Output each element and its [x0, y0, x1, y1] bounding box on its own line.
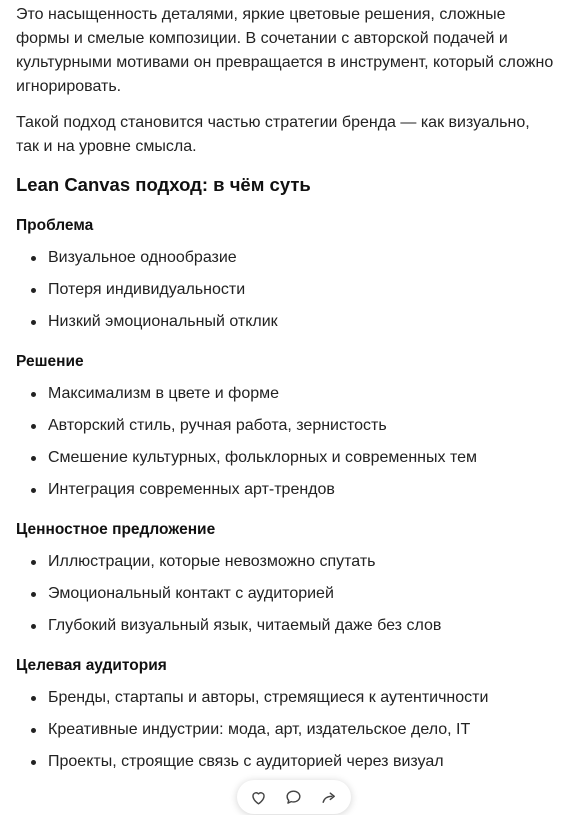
comment-button[interactable]	[280, 783, 308, 811]
section-title: Проблема	[16, 217, 94, 234]
section-solution	[16, 351, 556, 502]
bullet-dot-icon	[31, 488, 36, 493]
list-item-text: Потеря индивидуальности	[48, 281, 246, 298]
list-item-text: Смешение культурных, фольклорных и современных тем	[48, 449, 477, 466]
list-item	[16, 382, 556, 406]
list-item-text: Проекты, строящие связь с аудиторией через визуал	[48, 753, 444, 770]
list-item-text: Бренды, стартапы и авторы, стремящиеся к аутентичности	[48, 689, 489, 706]
list-item	[16, 718, 556, 742]
list-item	[16, 686, 556, 710]
bullet-dot-icon	[31, 592, 36, 597]
bullet-list	[16, 382, 556, 502]
reactions-bar	[237, 780, 351, 814]
share-icon	[320, 788, 339, 807]
bullet-dot-icon	[31, 392, 36, 397]
comment-icon	[284, 788, 303, 807]
list-item-text: Интеграция современных арт-трендов	[48, 481, 335, 498]
bullet-dot-icon	[31, 560, 36, 565]
section-title: Решение	[16, 353, 84, 370]
bullet-dot-icon	[31, 320, 36, 325]
share-button[interactable]	[315, 783, 343, 811]
section-problem	[16, 215, 556, 334]
section-heading: Lean Canvas подход: в чём суть	[16, 174, 311, 195]
bullet-list	[16, 550, 556, 638]
list-item	[16, 246, 556, 270]
bullet-dot-icon	[31, 456, 36, 461]
list-item-text: Авторский стиль, ручная работа, зернистость	[48, 417, 387, 434]
bullet-dot-icon	[31, 760, 36, 765]
list-item	[16, 278, 556, 302]
section-title: Ценностное предложение	[16, 521, 216, 538]
heart-icon	[249, 788, 268, 807]
like-button[interactable]	[245, 783, 273, 811]
bullet-dot-icon	[31, 288, 36, 293]
list-item	[16, 310, 556, 334]
bullet-list	[16, 246, 556, 334]
list-item	[16, 582, 556, 606]
bullet-dot-icon	[31, 696, 36, 701]
list-item	[16, 414, 556, 438]
intro-paragraph: Такой подход становится частью стратегии бренда — как визуально, так и на уровне смысла.	[16, 114, 530, 155]
bullet-dot-icon	[31, 256, 36, 261]
list-item	[16, 478, 556, 502]
list-item	[16, 550, 556, 574]
list-item-text: Глубокий визуальный язык, читаемый даже без слов	[48, 617, 442, 634]
list-item	[16, 446, 556, 470]
section-target-audience	[16, 655, 556, 774]
list-item-text: Эмоциональный контакт с аудиторией	[48, 585, 334, 602]
list-item-text: Иллюстрации, которые невозможно спутать	[48, 553, 376, 570]
list-item-text: Низкий эмоциональный отклик	[48, 313, 278, 330]
bullet-dot-icon	[31, 728, 36, 733]
bullet-dot-icon	[31, 424, 36, 429]
list-item-text: Максимализм в цвете и форме	[48, 385, 280, 402]
bullet-list	[16, 686, 556, 774]
list-item-text: Креативные индустрии: мода, арт, издательское дело, IT	[48, 721, 471, 738]
section-value-proposition	[16, 519, 556, 638]
list-item-text: Визуальное однообразие	[48, 249, 237, 266]
intro-paragraph: Это насыщенность деталями, яркие цветовые решения, сложные формы и смелые композиции. В сочетании с авторской подачей и культурными мотивами он превращается в инструмент, который сложно игнорировать.	[16, 6, 554, 95]
list-item	[16, 614, 556, 638]
bullet-dot-icon	[31, 624, 36, 629]
article-body	[16, 3, 556, 774]
section-title: Целевая аудитория	[16, 657, 167, 674]
list-item	[16, 750, 556, 774]
